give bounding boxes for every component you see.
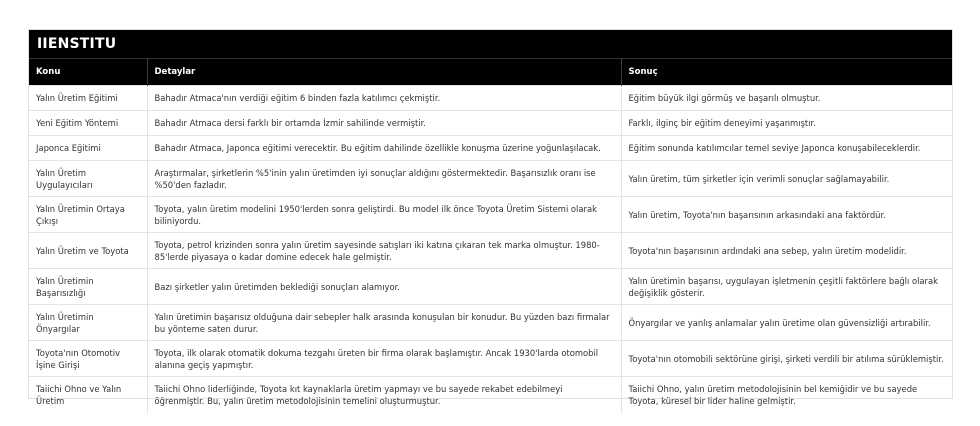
cell-sonuc: Toyota'nın başarısının ardındaki ana sebep, yalın üretim modelidir. <box>621 233 952 269</box>
table-row <box>29 86 952 111</box>
cell-sonuc: Eğitim sonunda katılımcılar temel seviye Japonca konuşabileceklerdir. <box>621 136 952 161</box>
data-table <box>29 58 952 413</box>
table-header-row <box>29 59 952 86</box>
table-row <box>29 197 952 233</box>
cell-sonuc: Yalın üretim, Toyota'nın başarısının arkasındaki ana faktördür. <box>621 197 952 233</box>
header-sonuc: Sonuç <box>621 59 952 86</box>
cell-konu: Taiichi Ohno ve Yalın Üretim <box>29 377 147 413</box>
cell-sonuc: Yalın üretimin başarısı, uygulayan işletmenin çeşitli faktörlere bağlı olarak değişiklik gösterir. <box>621 269 952 305</box>
cell-sonuc: Taiichi Ohno, yalın üretim metodolojisinin bel kemiğidir ve bu sayede Toyota, küresel bir lider haline gelmiştir. <box>621 377 952 413</box>
content-card <box>28 29 953 406</box>
cell-detaylar: Toyota, ilk olarak otomatik dokuma tezgahı üreten bir firma olarak başlamıştır. Ancak 1930'larda otomobil alanına geçiş yapmıştır. <box>147 341 621 377</box>
cell-konu: Japonca Eğitimi <box>29 136 147 161</box>
cell-sonuc: Yalın üretim, tüm şirketler için verimli sonuçlar sağlamayabilir. <box>621 161 952 197</box>
cell-detaylar: Bazı şirketler yalın üretimden beklediği sonuçları alamıyor. <box>147 269 621 305</box>
table-row <box>29 305 952 341</box>
table-row <box>29 269 952 305</box>
cell-sonuc: Farklı, ilginç bir eğitim deneyimi yaşanmıştır. <box>621 111 952 136</box>
cell-konu: Yalın Üretimin Başarısızlığı <box>29 269 147 305</box>
brand-title: IIENSTITU <box>29 30 952 58</box>
cell-konu: Toyota'nın Otomotiv İşine Girişi <box>29 341 147 377</box>
cell-sonuc: Eğitim büyük ilgi görmüş ve başarılı olmuştur. <box>621 86 952 111</box>
cell-konu: Yalın Üretim ve Toyota <box>29 233 147 269</box>
cell-sonuc: Önyargılar ve yanlış anlamalar yalın üretime olan güvensizliği artırabilir. <box>621 305 952 341</box>
cell-detaylar: Toyota, yalın üretim modelini 1950'lerden sonra geliştirdi. Bu model ilk önce Toyota Üretim Sistemi olarak biliniyordu. <box>147 197 621 233</box>
table-row <box>29 111 952 136</box>
cell-detaylar: Bahadır Atmaca, Japonca eğitimi verecektir. Bu eğitim dahilinde özellikle konuşma üzerine yoğunlaşılacak. <box>147 136 621 161</box>
cell-detaylar: Taiichi Ohno liderliğinde, Toyota kıt kaynaklarla üretim yapmayı ve bu sayede rekabet edebilmeyi öğrenmiştir. Bu, yalın üretim metodolojisinin temelini oluşturmuştur. <box>147 377 621 413</box>
cell-konu: Yalın Üretimin Önyargılar <box>29 305 147 341</box>
cell-detaylar: Bahadır Atmaca'nın verdiği eğitim 6 binden fazla katılımcı çekmiştir. <box>147 86 621 111</box>
table-row <box>29 377 952 413</box>
cell-sonuc: Toyota'nın otomobili sektörüne girişi, şirketi verdili bir atılıma sürüklemiştir. <box>621 341 952 377</box>
header-konu: Konu <box>29 59 147 86</box>
cell-konu: Yeni Eğitim Yöntemi <box>29 111 147 136</box>
header-detaylar: Detaylar <box>147 59 621 86</box>
cell-detaylar: Yalın üretimin başarısız olduğuna dair sebepler halk arasında konuşulan bir konudur. Bu yüzden bazı firmalar bu yönteme saten durur. <box>147 305 621 341</box>
cell-konu: Yalın Üretim Eğitimi <box>29 86 147 111</box>
cell-detaylar: Bahadır Atmaca dersi farklı bir ortamda İzmir sahilinde vermiştir. <box>147 111 621 136</box>
table-row <box>29 341 952 377</box>
cell-detaylar: Toyota, petrol krizinden sonra yalın üretim sayesinde satışları iki katına çıkaran tek marka olmuştur. 1980-85'lerde piyasaya o kadar domine edecek hale gelmiştir. <box>147 233 621 269</box>
table-row <box>29 136 952 161</box>
cell-detaylar: Araştırmalar, şirketlerin %5'inin yalın üretimden iyi sonuçlar aldığını göstermektedir. Başarısızlık oranı ise %50'den fazladır. <box>147 161 621 197</box>
cell-konu: Yalın Üretim Uygulayıcıları <box>29 161 147 197</box>
cell-konu: Yalın Üretimin Ortaya Çıkışı <box>29 197 147 233</box>
table-row <box>29 161 952 197</box>
table-row <box>29 233 952 269</box>
